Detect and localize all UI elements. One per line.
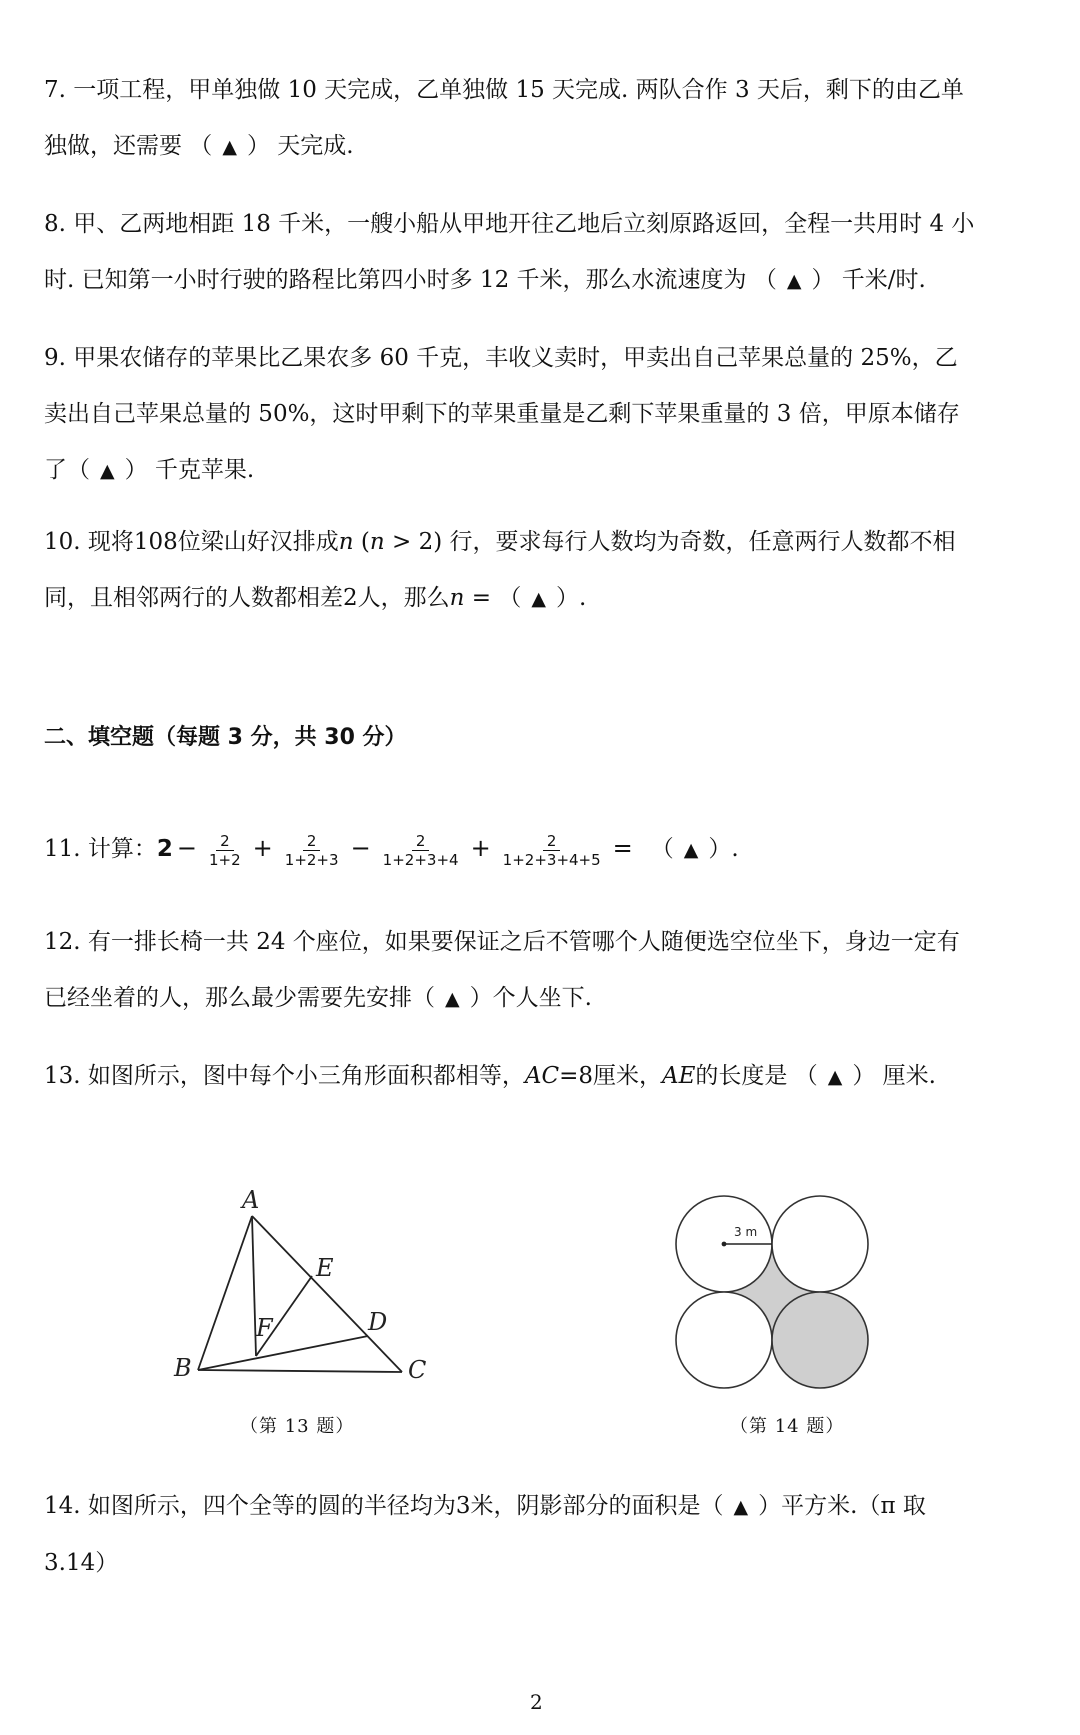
q7-line2 [44,118,1044,175]
q14-text: 14. 如图所示，四个全等的圆的半径均为3米，阴影部分的面积是（ [44,1493,724,1519]
question-13 [44,1048,1044,1105]
answer-blank-marker: ▲ [445,988,460,1010]
label-c: C [408,1356,427,1384]
question-14 [44,1478,1044,1591]
q12-line2 [44,970,1044,1027]
q9-line2: 卖出自己苹果总量的 50%，这时甲剩下的苹果重量是乙剩下苹果重量的 3 倍，甲原本储存 [44,401,960,427]
numerator: 2 [216,832,234,851]
question-11 [44,818,1044,880]
q9-line3 [44,442,1044,499]
question-12 [44,914,1044,1027]
answer-blank-marker: ▲ [100,460,115,482]
fraction-3 [379,832,463,869]
denominator: 1+2+3+4 [382,850,459,869]
circle-bottom-left [676,1292,772,1388]
answer-blank-marker: ▲ [683,839,699,861]
q13-text: 13. 如图所示，图中每个小三角形面积都相等， [44,1063,525,1089]
circle-bottom-right-shaded [772,1292,868,1388]
q11-prefix: 11. 计算： [44,836,157,862]
q7-line1: 7. 一项工程，甲单独做 10 天完成，乙单独做 15 天完成. 两队合作 3 天后，剩下的由乙单 [44,77,964,103]
section-title: 二、填空题（每题 3 分，共 30 分） [44,725,407,750]
answer-blank-marker: ▲ [733,1496,749,1518]
label-d: D [368,1308,388,1336]
numerator: 2 [543,832,561,851]
q11-ans-close: ）. [708,836,739,862]
variable-n: n [338,529,354,555]
answer-blank-marker: ▲ [531,588,546,610]
question-8 [44,196,1044,309]
radius-label: 3 m [734,1225,758,1239]
figure-13-caption: （第 13 题） [240,1416,355,1437]
q11-whole: 2 [156,836,173,862]
q8-text: 时. 已知第一小时行驶的路程比第四小时多 12 千米，那么水流速度为 （ [44,267,777,293]
q14-line1 [44,1478,1044,1535]
q13-text-post: 的长度是 （ [695,1063,818,1089]
answer-blank-marker: ▲ [827,1066,843,1088]
label-a: A [242,1186,260,1214]
question-9 [44,330,1044,499]
denominator: 1+2 [209,850,241,869]
plus-sign: + [470,834,491,862]
q10-line2 [44,570,1044,627]
figure-14-caption: （第 14 题） [730,1416,845,1437]
q10-text-b: ( [353,529,370,555]
q12-line1: 12. 有一排长椅一共 24 个座位，如果要保证之后不管哪个人随便选空位坐下，身边一定有 [44,929,960,955]
q12-text: 已经坐着的人，那么最少需要先安排（ [44,985,435,1011]
label-b: B [174,1354,192,1382]
q7-text-end: ） 天完成. [246,133,354,159]
edge-ab [198,1216,252,1370]
label-e: E [316,1254,334,1282]
equals-sign: = [612,834,633,862]
segment-ae: AE [662,1063,696,1089]
minus-sign: − [350,834,371,862]
q10-text-c: > 2) 行，要求每行人数均为奇数，任意两行人数都不相 [384,529,956,555]
q9-text-end: ） 千克苹果. [124,457,255,483]
q8-text-end: ） 千米/时. [811,267,926,293]
circle-top-right [772,1196,868,1292]
q13-text-mid: =8厘米， [559,1063,663,1089]
numerator: 2 [412,832,430,851]
q10-text-e: = （ [464,585,522,611]
q10-text-a: 10. 现将108位梁山好汉排成 [44,529,339,555]
q8-line2 [44,252,1044,309]
q11-ans-open: （ [650,836,674,862]
segment-ac: AC [524,1063,560,1089]
question-10 [44,514,1044,627]
minus-sign: − [176,834,198,862]
segment-bd [198,1336,368,1370]
fraction-2 [281,832,343,869]
q14-text-end: ）平方米.（π 取 [758,1493,926,1519]
fraction-1 [205,832,245,869]
q10-line1 [44,514,1044,570]
q10-text-end: ）. [556,585,587,611]
q8-line1: 8. 甲、乙两地相距 18 千米，一艘小船从甲地开往乙地后立刻原路返回，全程一共用时 4 小 [44,211,975,237]
four-circles-figure [668,1188,878,1398]
label-f: F [256,1314,273,1342]
q9-text: 了（ [44,457,90,483]
edge-bc [198,1370,402,1372]
fraction-4 [499,832,605,869]
answer-blank-marker: ▲ [222,136,237,158]
denominator: 1+2+3+4+5 [502,850,601,869]
variable-n: n [369,529,385,555]
question-7 [44,62,1044,175]
answer-blank-marker: ▲ [786,270,802,292]
variable-n: n [449,585,465,611]
denominator: 1+2+3 [284,850,339,869]
numerator: 2 [303,832,321,851]
center-dot [722,1242,727,1247]
q14-line2: 3.14） [44,1550,119,1576]
q9-line1: 9. 甲果农储存的苹果比乙果农多 60 千克，丰收义卖时，甲卖出自己苹果总量的 25%，乙 [44,345,958,371]
page-number: 2 [530,1690,543,1714]
edge-ca [252,1216,402,1372]
plus-sign: + [252,834,273,862]
q13-text-end: ） 厘米. [852,1063,936,1089]
q7-text: 独做，还需要 （ [44,133,213,159]
q12-text-end: ）个人坐下. [469,985,592,1011]
q10-text-d: 同，且相邻两行的人数都相差2人，那么 [44,585,450,611]
triangle-figure [160,1180,460,1390]
